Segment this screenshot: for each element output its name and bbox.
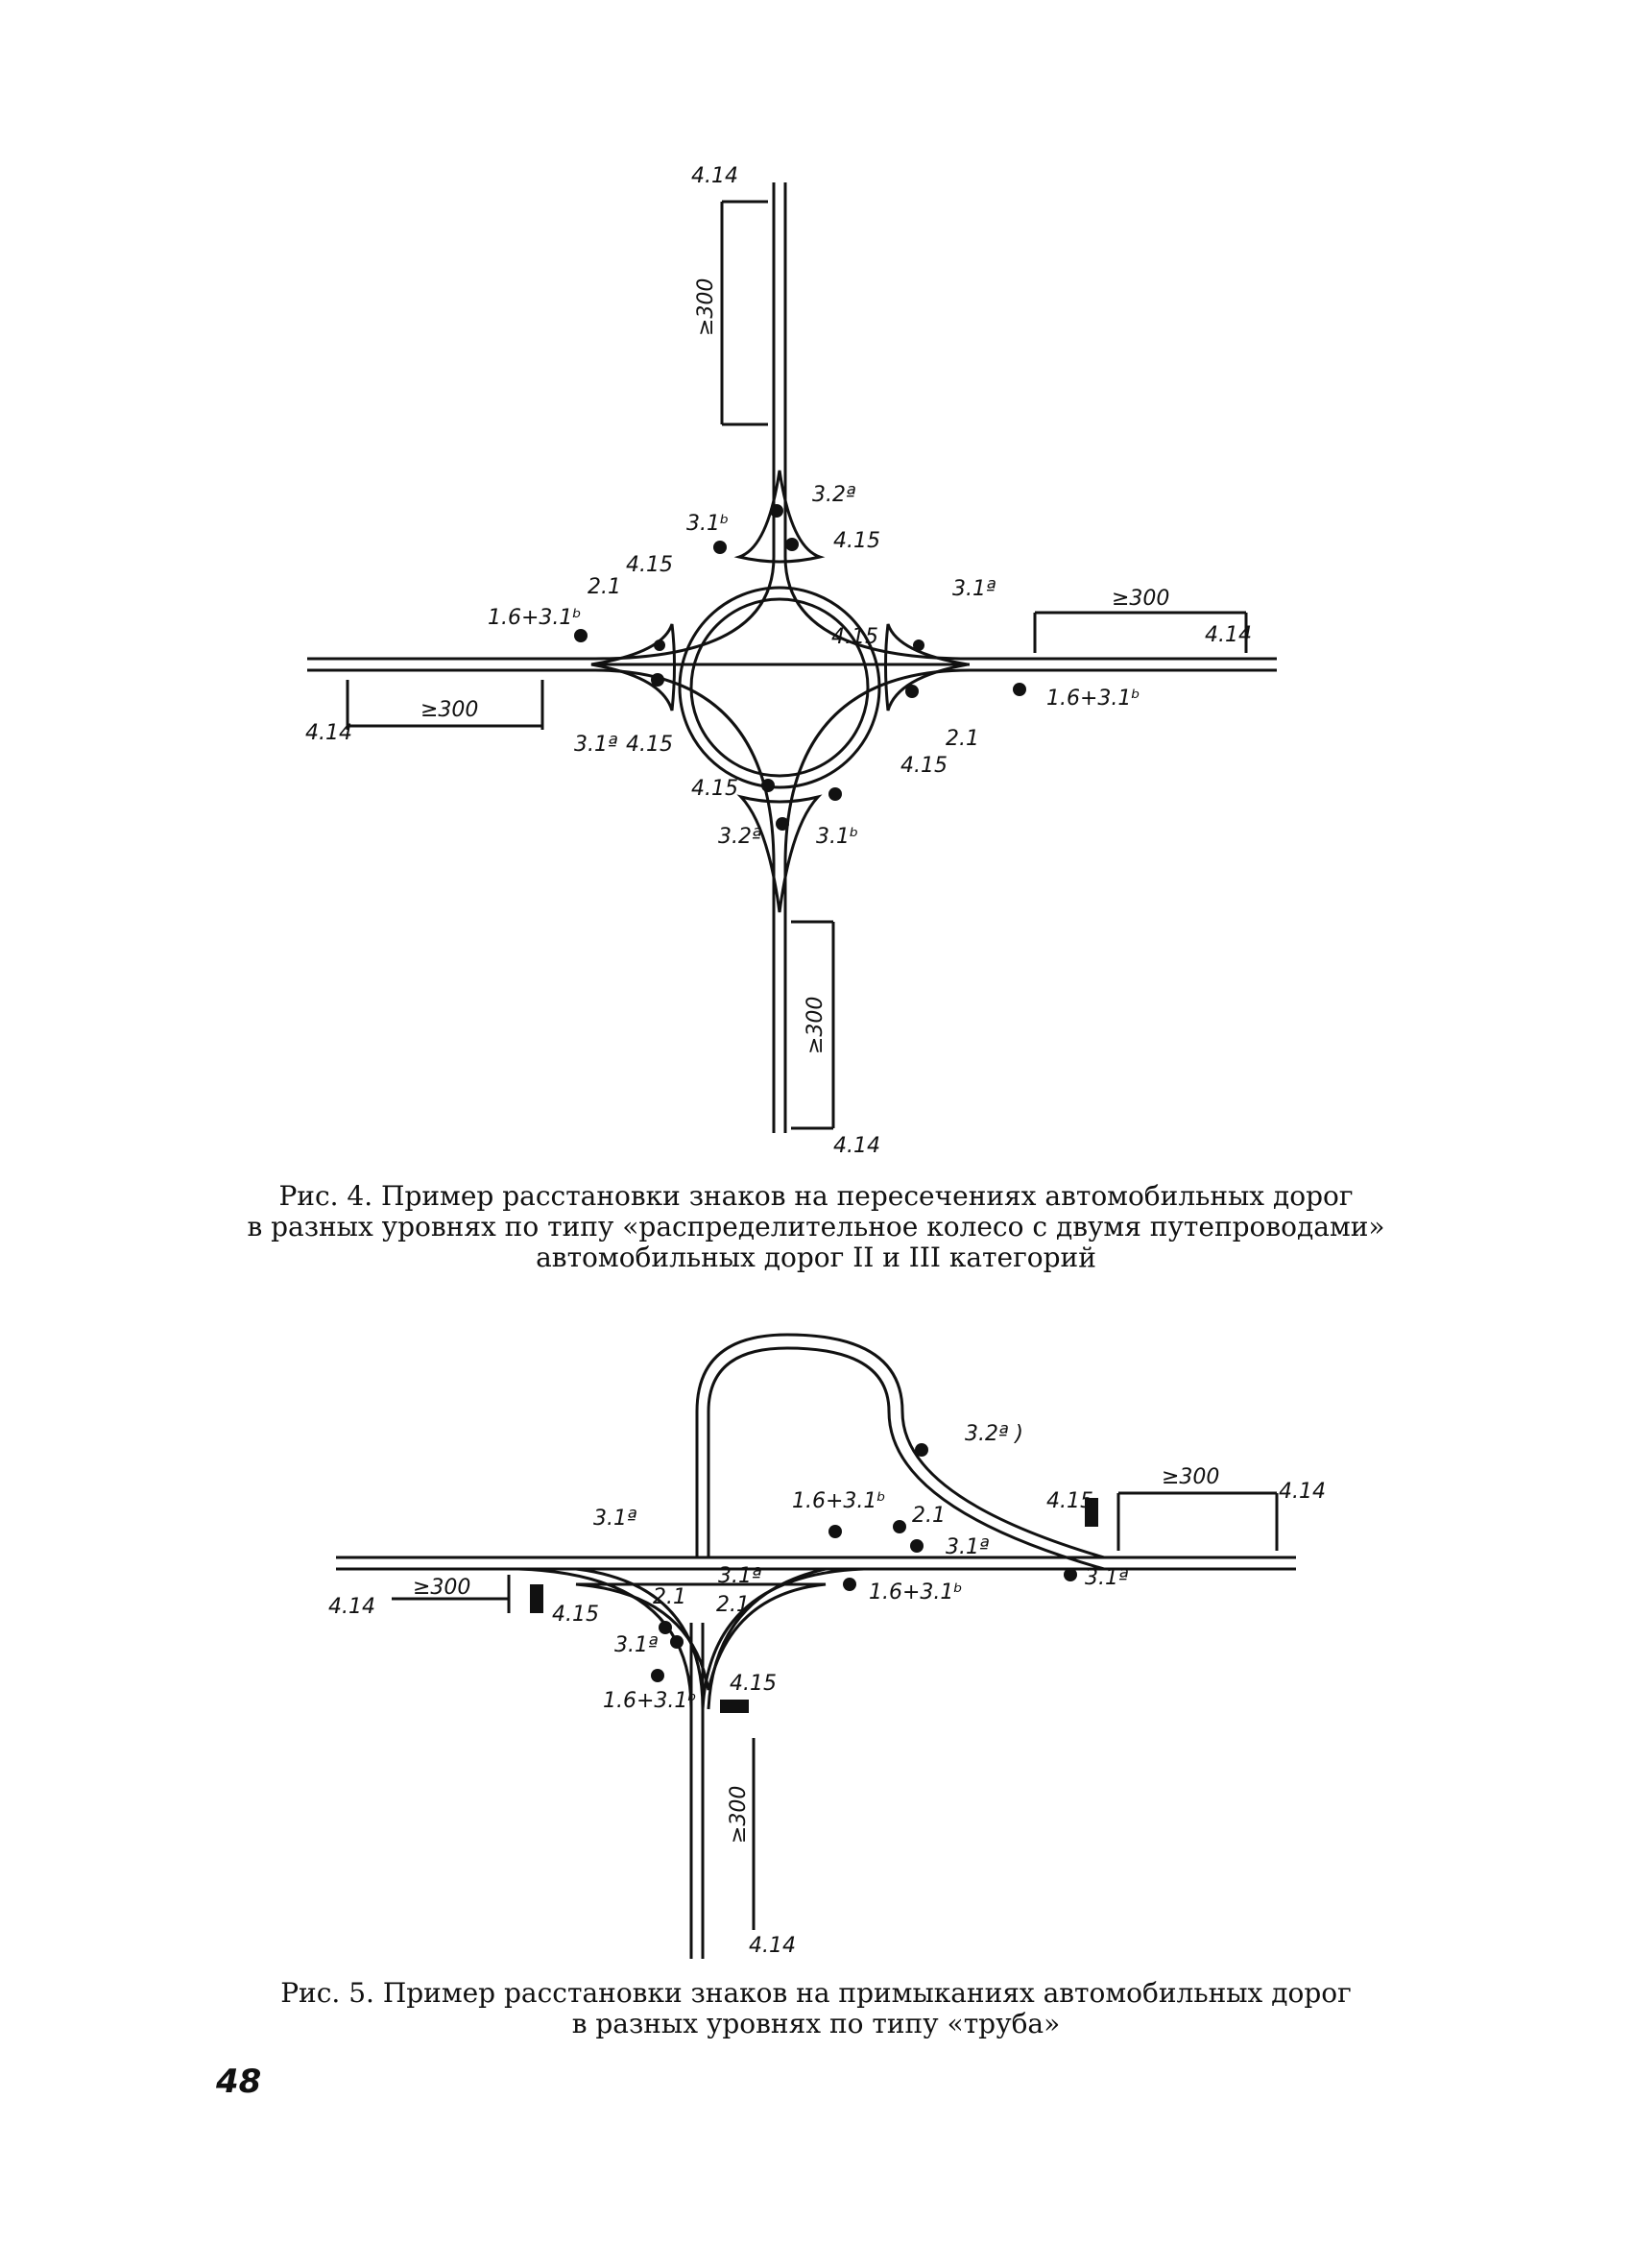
label-3-1b-top: 3.1ᵇ	[686, 512, 730, 536]
label-2-1-mid: 2.1	[912, 1504, 946, 1528]
label-4-14-right: 4.14	[1205, 623, 1252, 647]
label-3-1a-center-b: 3.1ª	[614, 1633, 659, 1657]
label-4-14-right: 4.14	[1279, 1480, 1326, 1504]
label-3-2a-top: 3.2ª	[812, 483, 856, 507]
label-3-2a-bottom: 3.2ª	[718, 825, 762, 849]
label-3-1a-right: 3.1ª	[952, 577, 996, 601]
label-1-6-3-1b-left: 1.6+3.1ᵇ	[488, 606, 582, 630]
dim-300-left: ≥300	[413, 1576, 471, 1600]
figure-5-caption-line-1: Рис. 5. Пример расстановки знаков на примыканиях автомобильных дорог	[280, 1977, 1352, 2009]
label-2-1-center-a: 2.1	[653, 1585, 686, 1609]
dim-300-top: ≥300	[694, 277, 718, 336]
label-4-14-left: 4.14	[305, 721, 352, 745]
label-3-1a-left: 3.1ª	[593, 1507, 637, 1531]
label-4-15-bottom: 4.15	[730, 1672, 777, 1696]
label-1-6-3-1b-center: 1.6+3.1ᵇ	[603, 1689, 697, 1713]
figure-5-caption	[192, 1978, 1440, 2039]
label-4-14-bottom: 4.14	[749, 1934, 796, 1958]
label-3-1a-left: 3.1ª	[574, 733, 618, 757]
label-4-15-right: 4.15	[1046, 1489, 1093, 1513]
label-1-6-3-1b-right: 1.6+3.1ᵇ	[1046, 687, 1140, 711]
label-4-15-left: 4.15	[626, 553, 673, 577]
label-4-14-left: 4.14	[328, 1595, 375, 1619]
dim-300-bottom: ≥300	[727, 1785, 751, 1844]
label-3-1a-right: 3.1ª	[1085, 1566, 1129, 1590]
figure-4-caption-line-2: в разных уровнях по типу «распределительное колесо с двумя путепроводами»	[247, 1211, 1385, 1243]
label-3-1b-bottom: 3.1ᵇ	[816, 825, 859, 849]
label-4-15-top: 4.15	[833, 529, 880, 553]
label-2-1-left: 2.1	[588, 575, 621, 599]
label-3-1a-center: 3.1ª	[718, 1564, 762, 1588]
dim-300-right: ≥300	[1162, 1465, 1220, 1489]
label-3-2a-top: 3.2ª )	[965, 1422, 1023, 1446]
label-3-1a-mid: 3.1ª	[946, 1535, 990, 1559]
label-1-6-3-1b-mid: 1.6+3.1ᵇ	[792, 1489, 886, 1513]
label-4-15-bottom: 4.15	[691, 777, 738, 801]
label-4-14-top: 4.14	[691, 164, 738, 188]
page-number: 48	[216, 2063, 262, 2101]
label-4-15-right: 4.15	[831, 625, 878, 649]
figure-4-caption	[192, 1181, 1440, 1273]
dim-300-bottom: ≥300	[804, 996, 828, 1054]
dim-300-right: ≥300	[1112, 587, 1170, 611]
label-4-14-bottom: 4.14	[833, 1134, 880, 1158]
figure-4-caption-line-1: Рис. 4. Пример расстановки знаков на пересечениях автомобильных дорог	[278, 1180, 1354, 1212]
dim-300-left: ≥300	[420, 698, 479, 722]
label-2-1-right: 2.1	[946, 727, 979, 751]
label-1-6-3-1b-right: 1.6+3.1ᵇ	[869, 1580, 963, 1604]
label-2-1-center-b: 2.1	[716, 1593, 750, 1617]
figure-4-caption-line-3: автомобильных дорог II и III категорий	[536, 1242, 1096, 1273]
figure-4-cloverleaf-diagram	[0, 154, 1632, 1171]
label-4-15-left-b: 4.15	[626, 733, 673, 757]
label-4-15-right-b: 4.15	[900, 754, 948, 778]
figure-5-trumpet-diagram	[0, 1306, 1632, 1968]
figure-5-caption-line-2: в разных уровнях по типу «труба»	[571, 2008, 1061, 2039]
label-4-15-left: 4.15	[552, 1603, 599, 1627]
